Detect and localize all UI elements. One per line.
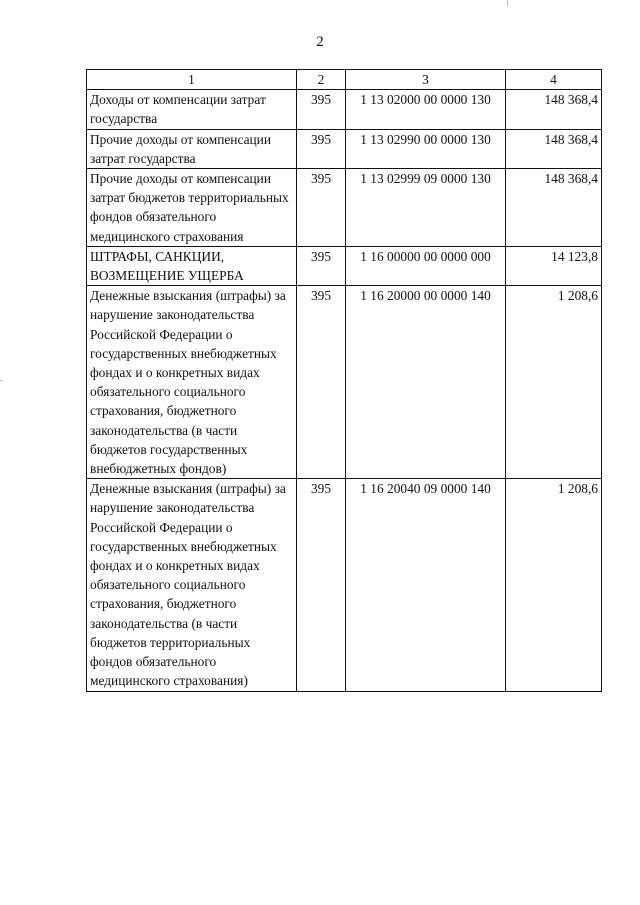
table-row — [87, 286, 602, 479]
column-header-2: 2 — [297, 70, 346, 90]
table-header-row — [87, 70, 602, 90]
table-row — [87, 129, 602, 168]
row-admin-cell: 395 — [297, 90, 346, 129]
scan-edge-mark — [0, 380, 2, 381]
row-code-cell: 1 13 02990 00 0000 130 — [346, 129, 506, 168]
budget-revenue-table — [86, 69, 602, 692]
row-amount-cell: 14 123,8 — [506, 246, 602, 285]
table-row — [87, 246, 602, 285]
row-name-cell: Денежные взыскания (штрафы) за нарушение законодательства Российской Федерации о государственных внебюджетных фондах и о конкретных видах обязательного социального страхования, бюджетного законодательства (в части бюджетов территориальных фондов обязательного медицинского страхования) — [87, 479, 297, 691]
row-name-cell: Прочие доходы от компенсации затрат бюджетов территориальных фондов обязательного медицинского страхования — [87, 169, 297, 247]
row-code-cell: 1 16 20040 09 0000 140 — [346, 479, 506, 691]
row-name-cell: Доходы от компенсации затрат государства — [87, 90, 297, 129]
row-code-cell: 1 13 02000 00 0000 130 — [346, 90, 506, 129]
row-amount-cell: 148 368,4 — [506, 129, 602, 168]
row-name-cell: Прочие доходы от компенсации затрат государства — [87, 129, 297, 168]
table-row — [87, 169, 602, 247]
column-header-4: 4 — [506, 70, 602, 90]
row-admin-cell: 395 — [297, 129, 346, 168]
row-code-cell: 1 13 02999 09 0000 130 — [346, 169, 506, 247]
column-header-3: 3 — [346, 70, 506, 90]
row-name-cell: Денежные взыскания (штрафы) за нарушение законодательства Российской Федерации о государственных внебюджетных фондах и о конкретных видах обязательного социального страхования, бюджетного законодательства (в части бюджетов государственных внебюджетных фондов) — [87, 286, 297, 479]
page-number: 2 — [316, 34, 324, 50]
scan-edge-mark — [507, 0, 508, 6]
row-amount-cell: 148 368,4 — [506, 169, 602, 247]
row-code-cell: 1 16 00000 00 0000 000 — [346, 246, 506, 285]
row-admin-cell: 395 — [297, 246, 346, 285]
row-name-cell: ШТРАФЫ, САНКЦИИ, ВОЗМЕЩЕНИЕ УЩЕРБА — [87, 246, 297, 285]
column-header-1: 1 — [87, 70, 297, 90]
table-row — [87, 479, 602, 691]
row-admin-cell: 395 — [297, 286, 346, 479]
row-amount-cell: 1 208,6 — [506, 286, 602, 479]
row-amount-cell: 148 368,4 — [506, 90, 602, 129]
table-row — [87, 90, 602, 129]
row-admin-cell: 395 — [297, 479, 346, 691]
row-amount-cell: 1 208,6 — [506, 479, 602, 691]
row-admin-cell: 395 — [297, 169, 346, 247]
row-code-cell: 1 16 20000 00 0000 140 — [346, 286, 506, 479]
